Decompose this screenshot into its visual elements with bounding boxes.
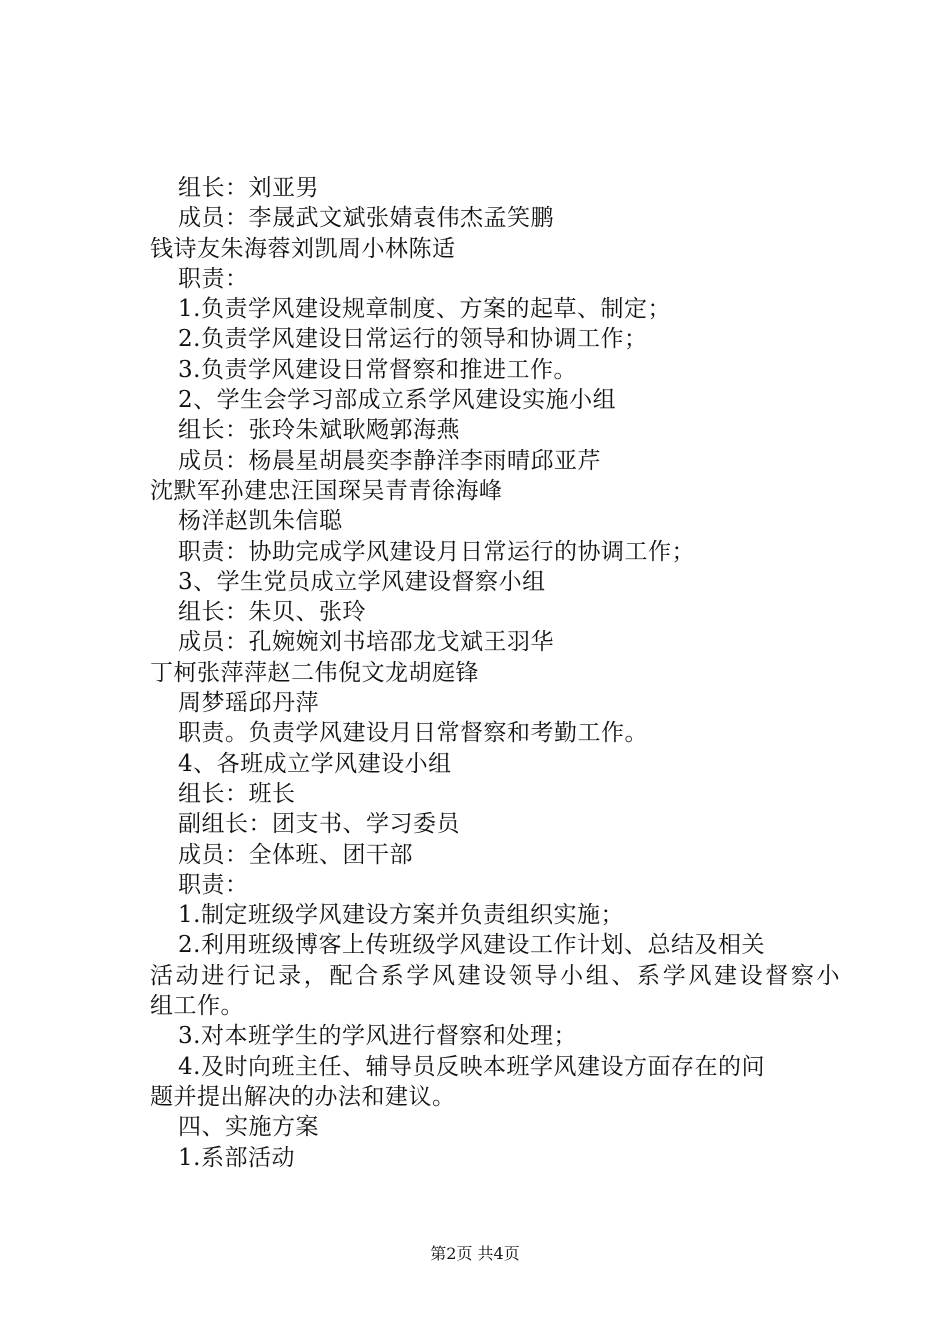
text-line: 2.负责学风建设日常运行的领导和协调工作；	[178, 326, 648, 353]
text-line: 活动进行记录，配合系学风建设领导小组、系学风建设督察小	[150, 962, 840, 989]
text-line: 3.负责学风建设日常督察和推进工作。	[178, 356, 577, 383]
text-line: 杨洋赵凯朱信聪	[178, 508, 343, 535]
text-line: 3.对本班学生的学风进行督察和处理；	[178, 1023, 577, 1050]
text-line: 丁柯张萍萍赵二伟倪文龙胡庭锋	[150, 659, 479, 686]
text-line: 题并提出解决的办法和建议。	[150, 1083, 456, 1110]
text-line: 2.利用班级博客上传班级学风建设工作计划、总结及相关	[178, 932, 765, 959]
text-line: 成员：孔婉婉刘书培邵龙戈斌王羽华	[178, 629, 554, 656]
text-line: 组长：朱贝、张玲	[178, 599, 366, 626]
text-line: 组长：张玲朱斌耿飏郭海燕	[178, 417, 460, 444]
text-line: 职责：	[178, 871, 249, 898]
text-line: 组工作。	[150, 993, 244, 1020]
text-line: 1.负责学风建设规章制度、方案的起草、制定；	[178, 296, 671, 323]
document-body	[150, 173, 840, 1173]
text-line: 成员：全体班、团干部	[178, 841, 413, 868]
text-line: 4、各班成立学风建设小组	[178, 750, 452, 777]
text-line: 成员：李晟武文斌张婧袁伟杰孟笑鹏	[178, 205, 554, 232]
text-line: 3、学生党员成立学风建设督察小组	[178, 568, 546, 595]
section-heading: 四、实施方案	[178, 1114, 319, 1141]
text-line: 成员：杨晨星胡晨奕李静洋李雨晴邱亚芹	[178, 447, 601, 474]
text-line: 4.及时向班主任、辅导员反映本班学风建设方面存在的问	[178, 1053, 765, 1080]
text-line: 组长：班长	[178, 780, 296, 807]
page-footer: 第2页 共4页	[430, 1244, 520, 1263]
text-line: 周梦瑶邱丹萍	[178, 690, 319, 717]
text-line: 职责：	[178, 265, 249, 292]
text-line: 副组长：团支书、学习委员	[178, 811, 460, 838]
text-line: 职责：协助完成学风建设月日常运行的协调工作；	[178, 538, 695, 565]
text-line: 职责。负责学风建设月日常督察和考勤工作。	[178, 720, 648, 747]
text-line: 钱诗友朱海蓉刘凯周小林陈适	[150, 235, 456, 262]
text-line: 2、学生会学习部成立系学风建设实施小组	[178, 387, 617, 414]
text-line: 1.制定班级学风建设方案并负责组织实施；	[178, 902, 624, 929]
text-line: 组长：刘亚男	[178, 175, 319, 201]
text-line: 1.系部活动	[178, 1144, 295, 1171]
text-line: 沈默军孙建忠汪国琛吴青青徐海峰	[150, 477, 503, 504]
